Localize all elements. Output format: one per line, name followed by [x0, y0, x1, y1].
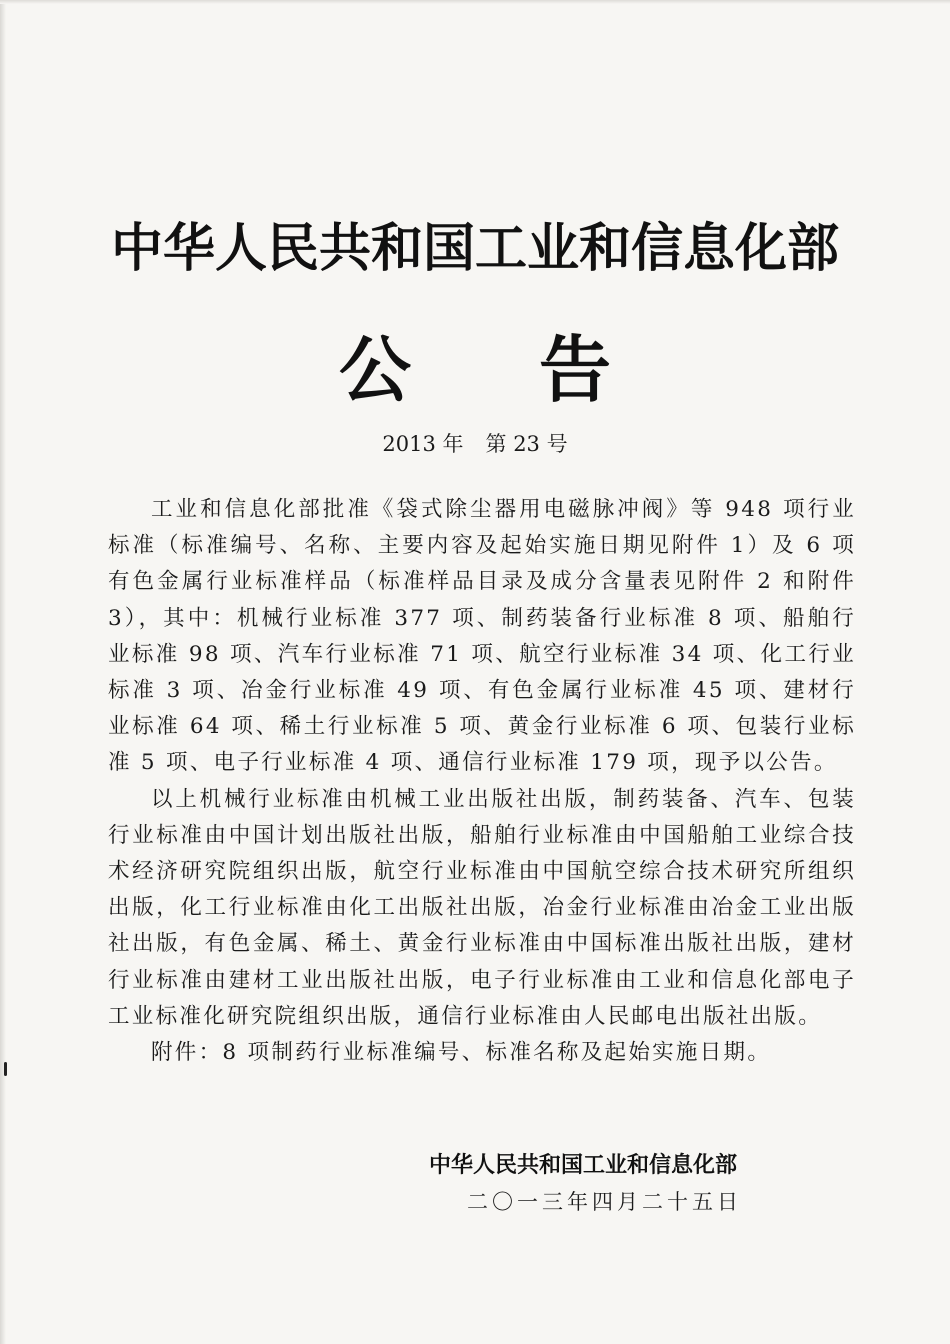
signature-issuer: 中华人民共和国工业和信息化部	[429, 1153, 738, 1178]
signature-date: 二〇一三年四月二十五日	[467, 1190, 742, 1214]
doc-number	[0, 428, 950, 458]
attachment-note: 附件：8 项制药行业标准编号、标准名称及起始实施日期。	[151, 1040, 772, 1066]
body-paragraph-1: 工业和信息化部批准《袋式除尘器用电磁脉冲阀》等 948 项行业标准（标准编号、名称、主要内容及起始实施日期见附件 1）及 6 项有色金属行业标准样品（标准样品目录及成分含量表见附件 2 和附件 3），其中：机械行业标准 377 项、制药装备行业标准 8 项、船舶行业标准 98 项、汽车行业标准 71 项、航空行业标准 34 项、化工行业标准 3 项、冶金行业标准 49 项、有色金属行业标准 45 项、建材行业标准 64 项、稀土行业标准 5 项、黄金行业标准 6 项、包装行业标准 5 项、电子行业标准 4 项、通信行业标准 179 项，现予以公告。	[108, 497, 856, 776]
doc-type-title	[0, 312, 950, 416]
page-edge-top	[0, 0, 950, 4]
body-paragraph-2: 以上机械行业标准由机械工业出版社出版，制药装备、汽车、包装行业标准由中国计划出版社出版，船舶行业标准由中国船舶工业综合技术经济研究院组织出版，航空行业标准由中国航空综合技术研究所组织出版，化工行业标准由化工出版社出版，冶金行业标准由冶金工业出版社出版，有色金属、稀土、黄金行业标准由中国标准出版社出版，建材行业标准由建材工业出版社出版，电子行业标准由工业和信息化部电子工业标准化研究院组织出版，通信行业标准由人民邮电出版社出版。	[108, 786, 856, 1029]
binding-mark	[4, 1062, 7, 1076]
doc-type-char-2: 告	[539, 328, 612, 412]
announcement-body	[108, 492, 856, 1071]
page-edge	[0, 0, 6, 1344]
doc-serial: 第 23 号	[485, 432, 568, 456]
doc-type-char-1: 公	[338, 328, 411, 412]
doc-year: 2013 年	[382, 432, 464, 456]
issuer-title: 中华人民共和国工业和信息化部	[110, 219, 839, 279]
